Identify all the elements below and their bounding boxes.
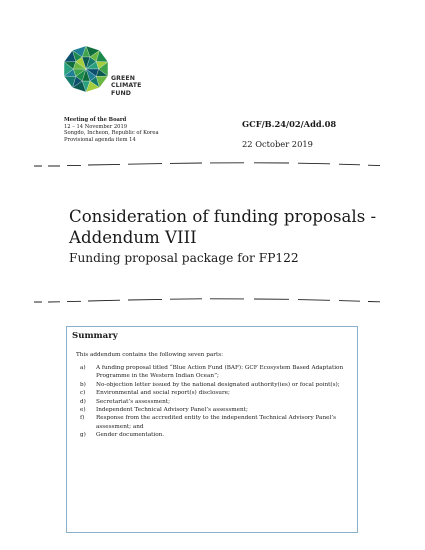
meeting-location: Songdo, Incheon, Republic of Korea (64, 130, 159, 137)
list-item-text: Gender documentation. (96, 432, 165, 439)
bottom-dashed-divider (34, 296, 390, 304)
top-dashed-divider (34, 160, 390, 168)
list-item-letter: e) (80, 407, 86, 414)
list-item-text: No-objection letter issued by the national designated authority(ies) or focal point(s); (96, 381, 340, 388)
meeting-info (64, 117, 159, 143)
document-subtitle: Funding proposal package for FP122 (69, 251, 299, 265)
logo-line-3: FUND (111, 89, 131, 97)
list-item-text: A funding proposal titled “Blue Action Fund (BAF): GCF Ecosystem Based Adaptation Programme in the Western Indian Ocean”; (96, 365, 344, 380)
meeting-dates: 12 – 14 November 2019 (64, 123, 128, 130)
logo-line-2: CLIMATE (111, 82, 142, 90)
list-item-letter: d) (80, 398, 86, 405)
list-item (80, 364, 350, 381)
list-item (80, 414, 350, 431)
list-item (80, 406, 350, 414)
list-item (80, 398, 350, 406)
document-title: Consideration of funding proposals - Addendum VIII (69, 207, 377, 247)
green-climate-fund-logo-icon (62, 45, 110, 93)
list-item-letter: b) (80, 381, 86, 388)
summary-parts-list (80, 364, 350, 440)
document-number: GCF/B.24/02/Add.08 (242, 119, 337, 129)
meeting-heading: Meeting of the Board (64, 117, 127, 123)
document-date: 22 October 2019 (242, 139, 313, 149)
list-item (80, 381, 350, 389)
list-item-text: Independent Technical Advisory Panel’s assessment; (96, 407, 248, 414)
meeting-agenda: Provisional agenda item 14 (64, 136, 136, 143)
list-item-letter: g) (80, 432, 86, 439)
logo-wordmark (111, 75, 171, 97)
list-item-text: Response from the accredited entity to the independent Technical Advisory Panel’s assessment; and (96, 415, 337, 430)
list-item-text: Secretariat’s assessment; (96, 398, 171, 405)
summary-intro: This addendum contains the following seven parts: (76, 352, 224, 358)
list-item-letter: f) (80, 415, 85, 422)
list-item-letter: a) (80, 365, 86, 371)
list-item (80, 389, 350, 397)
logo-line-1: GREEN (111, 75, 135, 82)
list-item-letter: c) (80, 390, 86, 397)
list-item (80, 431, 350, 439)
list-item-text: Environmental and social report(s) disclosure; (96, 390, 230, 397)
summary-heading: Summary (72, 331, 118, 341)
